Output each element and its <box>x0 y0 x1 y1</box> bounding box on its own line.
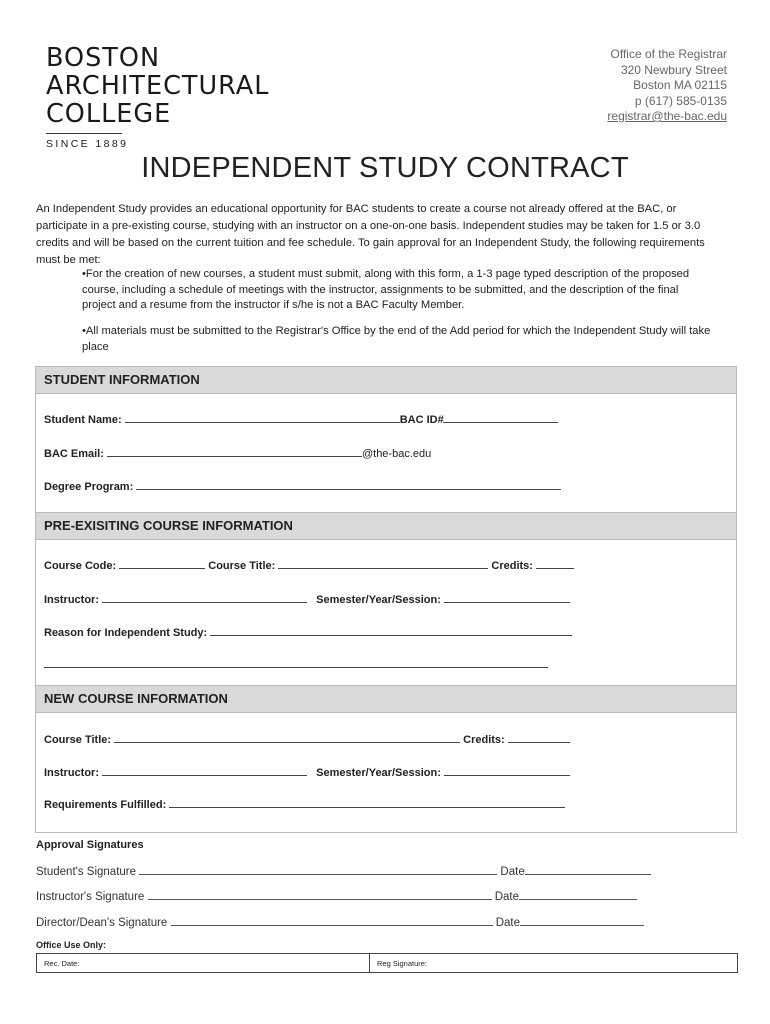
requirements-row <box>44 797 565 811</box>
course-code-label: Course Code: <box>44 560 117 572</box>
bac-email-row <box>44 446 431 460</box>
office-email-link[interactable]: registrar@the-bac.edu <box>607 109 727 123</box>
new-semester-label: Semester/Year/Session: <box>316 767 441 779</box>
course-title-field[interactable] <box>278 558 488 569</box>
requirement-bullet-1: •For the creation of new courses, a student must submit, along with this form, a 1-3 page typed description of the proposed course, including a schedule of meetings with the instructor, assignments to be submitted, and the description of the final project and a resume from the instructor if s/he is not a BAC Faculty Member. <box>82 268 690 311</box>
reg-signature-cell[interactable] <box>370 954 427 972</box>
pre-instructor-row <box>44 592 570 606</box>
logo-line-3: COLLEGE <box>46 99 172 129</box>
instructor-label: Instructor: <box>44 594 99 606</box>
rec-date-cell[interactable] <box>37 954 370 972</box>
degree-program-label: Degree Program: <box>44 481 134 493</box>
credits-label: Credits: <box>491 560 533 572</box>
instructor-signature-label: Instructor's Signature <box>36 891 145 903</box>
bac-email-label: BAC Email: <box>44 448 104 460</box>
logo-rule <box>46 133 122 134</box>
office-name: Office of the Registrar <box>610 47 727 61</box>
reason-continuation-row <box>44 657 548 671</box>
student-name-label: Student Name: <box>44 414 122 426</box>
bac-id-label: BAC ID# <box>399 414 444 426</box>
new-instructor-row <box>44 765 570 779</box>
office-use-label: Office Use Only: <box>36 940 107 950</box>
new-semester-field[interactable] <box>444 765 570 776</box>
reason-row <box>44 625 572 639</box>
student-signature-label: Student's Signature <box>36 866 137 878</box>
semester-label: Semester/Year/Session: <box>316 594 441 606</box>
director-date-field[interactable] <box>520 915 644 926</box>
semester-field[interactable] <box>444 592 570 603</box>
new-course-title-field[interactable] <box>114 732 460 743</box>
page-title: INDEPENDENT STUDY CONTRACT <box>141 152 629 184</box>
college-logo <box>46 44 269 150</box>
new-instructor-field[interactable] <box>102 765 307 776</box>
student-signature-field[interactable] <box>139 864 497 875</box>
instructor-signature-field[interactable] <box>148 889 492 900</box>
degree-program-row <box>44 479 561 493</box>
registrar-address <box>607 47 727 125</box>
reg-signature-label: Reg Signature: <box>377 959 428 968</box>
bac-id-field[interactable] <box>443 412 558 423</box>
new-course-title-label: Course Title: <box>44 734 112 746</box>
director-date-label: Date <box>495 917 521 929</box>
course-code-row <box>44 558 574 572</box>
student-signature-row <box>36 864 651 878</box>
instructor-date-label: Date <box>494 891 520 903</box>
instructor-field[interactable] <box>102 592 307 603</box>
credits-field[interactable] <box>536 558 574 569</box>
student-date-field[interactable] <box>525 864 651 875</box>
instructor-signature-row <box>36 889 637 903</box>
office-use-table <box>36 953 738 973</box>
rec-date-label: Rec. Date: <box>44 959 80 968</box>
director-signature-field[interactable] <box>171 915 493 926</box>
logo-line-2: ARCHITECTURAL <box>46 71 270 101</box>
student-name-row <box>44 412 558 426</box>
pre-existing-course-header: PRE-EXISITING COURSE INFORMATION <box>35 512 737 540</box>
requirement-bullet-2: •All materials must be submitted to the Registrar's Office by the end of the Add period for which the Independent Study will take place <box>82 325 711 353</box>
approval-signatures-heading: Approval Signatures <box>36 839 144 851</box>
office-phone: p (617) 585-0135 <box>634 93 727 108</box>
email-domain-suffix: @the-bac.edu <box>361 448 432 460</box>
reason-continuation-field[interactable] <box>44 657 548 668</box>
new-credits-label: Credits: <box>463 734 505 746</box>
logo-line-1: BOSTON <box>46 43 161 73</box>
course-title-label: Course Title: <box>208 560 276 572</box>
reason-field[interactable] <box>210 625 572 636</box>
logo-since: SINCE 1889 <box>46 138 129 150</box>
student-date-label: Date <box>500 866 525 878</box>
director-signature-label: Director/Dean's Signature <box>36 917 168 929</box>
intro-paragraph: An Independent Study provides an educational opportunity for BAC students to create a course not already offered at the BAC, or participate in a pre-existing course, studying with an instructor on a one-on-one basis. Independent studies may be taken for 1.5 or 3.0 credits and will be based on the current tuition and fee schedule. To gain approval for an Independent Study, the following requirements must be met: <box>36 203 705 266</box>
requirements-label: Requirements Fulfilled: <box>44 799 167 811</box>
office-street: 320 Newbury Street <box>620 62 727 77</box>
course-code-field[interactable] <box>119 558 205 569</box>
director-signature-row <box>36 915 644 929</box>
office-city: Boston MA 02115 <box>633 78 727 92</box>
instructor-date-field[interactable] <box>519 889 637 900</box>
bac-email-field[interactable] <box>107 446 362 457</box>
new-course-title-row <box>44 732 570 746</box>
reason-label: Reason for Independent Study: <box>44 627 208 639</box>
student-name-field[interactable] <box>125 412 400 423</box>
degree-program-field[interactable] <box>136 479 561 490</box>
new-instructor-label: Instructor: <box>44 767 99 779</box>
new-credits-field[interactable] <box>508 732 570 743</box>
new-course-header: NEW COURSE INFORMATION <box>35 685 737 713</box>
requirements-field[interactable] <box>169 797 565 808</box>
student-info-header: STUDENT INFORMATION <box>35 366 737 394</box>
